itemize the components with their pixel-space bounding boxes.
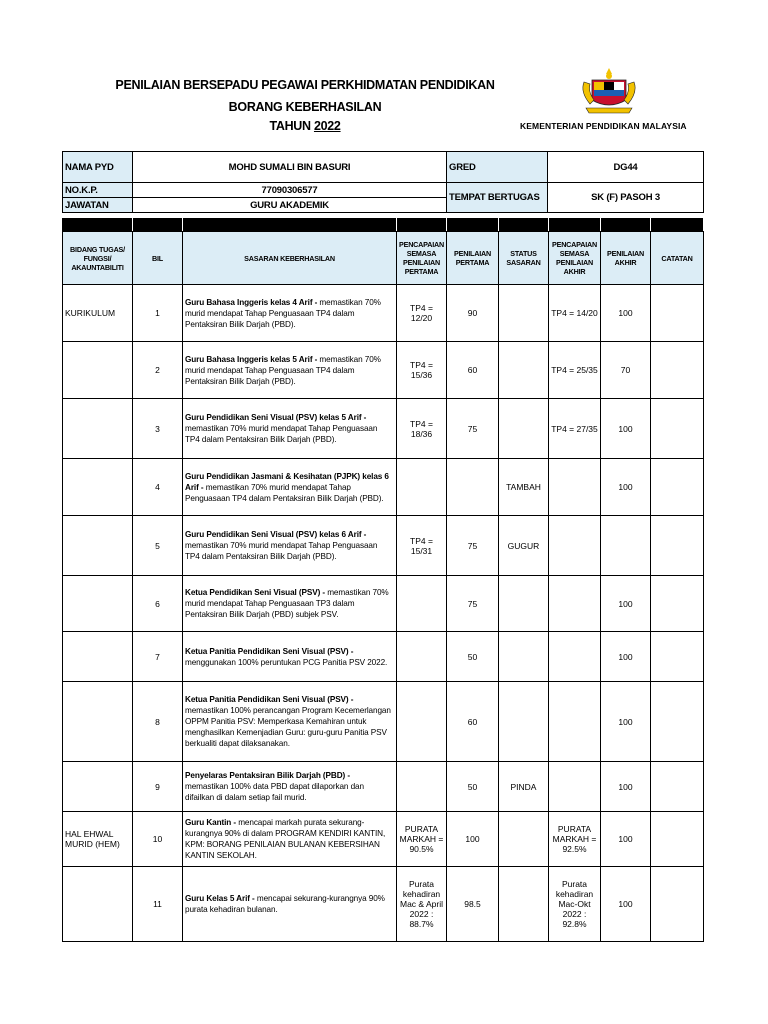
header-pencapaian-akhir: PENCAPAIAN SEMASA PENILAIAN AKHIR [549,232,601,285]
pencapaian-akhir-cell: TP4 = 14/20 [549,285,601,342]
status-cell [499,399,549,459]
catatan-cell [651,762,704,812]
target-text: memastikan 70% murid mendapat Tahap Penguasaan TP4 dalam Pentaksiran Bilik Darjah (PBD). [185,424,378,444]
table-row [63,516,704,576]
penilaian-pertama-cell: 75 [447,399,499,459]
target-cell [183,632,397,682]
targets-table [62,231,704,942]
area-cell [63,516,133,576]
area-cell: KURIKULUM [63,285,133,342]
catatan-cell [651,682,704,762]
header-penilaian-pertama: PENILAIAN PERTAMA [447,232,499,285]
status-cell: PINDA [499,762,549,812]
pencapaian-akhir-cell: TP4 = 27/35 [549,399,601,459]
penilaian-pertama-cell: 100 [447,812,499,867]
tempat-value: SK (F) PASOH 3 [548,183,704,213]
target-text: memastikan 70% murid mendapat Tahap Penguasaan TP4 dalam Pentaksiran Bilik Darjah (PBD). [185,354,381,386]
pencapaian-pertama-cell: TP4 = 15/31 [397,516,447,576]
target-title: Guru Pendidikan Seni Visual (PSV) kelas 5 Arif - [185,413,367,422]
penilaian-akhir-cell: 100 [601,632,651,682]
penilaian-pertama-cell: 75 [447,516,499,576]
penilaian-akhir-cell: 100 [601,682,651,762]
pencapaian-akhir-cell [549,762,601,812]
jawatan-label: JAWATAN [63,198,133,213]
table-header-row [63,232,704,285]
header-pencapaian-pertama: PENCAPAIAN SEMASA PENILAIAN PERTAMA [397,232,447,285]
table-row [63,459,704,516]
bil-cell: 4 [133,459,183,516]
target-cell [183,576,397,632]
pencapaian-akhir-cell: Purata kehadiran Mac-Okt 2022 : 92.8% [549,867,601,942]
status-cell [499,682,549,762]
table-row [63,342,704,399]
tempat-label: TEMPAT BERTUGAS [447,183,548,213]
table-row [63,812,704,867]
section-divider-bar [62,218,703,231]
document-title: PENILAIAN BERSEPADU PEGAWAI PERKHIDMATAN PENDIDIKAN [115,78,495,92]
pencapaian-akhir-cell: TP4 = 25/35 [549,342,601,399]
penilaian-pertama-cell: 50 [447,632,499,682]
nama-value: MOHD SUMALI BIN BASURI [133,152,447,183]
divider-gap [396,218,397,231]
pencapaian-pertama-cell [397,576,447,632]
bil-cell: 5 [133,516,183,576]
year-line [95,119,515,133]
divider-gap [650,218,651,231]
target-title: Guru Bahasa Inggeris kelas 5 Arif - [185,354,318,364]
target-text: memastikan 100% perancangan Program Kecemerlangan OPPM Panitia PSV: Memperkasa Kemahiran untuk menghasilkan Kemenjadian Guru: guru-guru Panitia PSV berkualiti dapat dilaksanakan. [185,706,391,748]
catatan-cell [651,812,704,867]
target-text: mencapai sekurang-kurangnya 90% purata kehadiran bulanan. [185,894,385,914]
target-title: Guru Pendidikan Seni Visual (PSV) kelas 6 Arif - [185,530,367,539]
penilaian-pertama-cell [447,459,499,516]
penilaian-akhir-cell: 100 [601,459,651,516]
ministry-name: KEMENTERIAN PENDIDIKAN MALAYSIA [520,121,687,131]
area-cell [63,632,133,682]
target-title: Guru Kelas 5 Arif - [185,894,255,903]
gred-label: GRED [447,152,548,183]
pencapaian-pertama-cell: TP4 = 12/20 [397,285,447,342]
penilaian-akhir-cell: 100 [601,399,651,459]
pencapaian-pertama-cell [397,459,447,516]
penilaian-akhir-cell: 100 [601,762,651,812]
bil-cell: 6 [133,576,183,632]
bil-cell: 10 [133,812,183,867]
status-cell [499,867,549,942]
penilaian-pertama-cell: 98.5 [447,867,499,942]
target-title: Penyelaras Pentaksiran Bilik Darjah (PBD) - [185,771,350,780]
catatan-cell [651,632,704,682]
catatan-cell [651,399,704,459]
divider-gap [600,218,601,231]
catatan-cell [651,285,704,342]
table-row [63,632,704,682]
bil-cell: 3 [133,399,183,459]
target-title: Ketua Panitia Pendidikan Seni Visual (PSV) - [185,695,354,704]
document-header [0,0,768,150]
penilaian-akhir-cell [601,516,651,576]
target-title: Guru Pendidikan Jasmani & Kesihatan (PJPK) kelas 6 Arif - [185,471,389,492]
bil-cell: 8 [133,682,183,762]
area-cell: HAL EHWAL MURID (HEM) [63,812,133,867]
pencapaian-pertama-cell: PURATA MARKAH = 90.5% [397,812,447,867]
pencapaian-akhir-cell [549,459,601,516]
target-text: memastikan 100% data PBD dapat dilaporkan dan difailkan di dalam setiap fail murid. [185,782,364,802]
penilaian-akhir-cell: 100 [601,576,651,632]
target-text: memastikan 70% murid mendapat Tahap Penguasaan TP4 dalam Pentaksiran Bilik Darjah (PBD). [185,541,378,561]
status-cell [499,812,549,867]
pencapaian-pertama-cell [397,682,447,762]
penilaian-pertama-cell: 50 [447,762,499,812]
pencapaian-pertama-cell: TP4 = 15/36 [397,342,447,399]
target-text: memastikan 70% murid mendapat Tahap Penguasaan TP4 dalam Pentaksiran Bilik Darjah (PBD). [185,482,384,503]
penilaian-akhir-cell: 100 [601,867,651,942]
area-cell [63,459,133,516]
divider-gap [132,218,133,231]
penilaian-pertama-cell: 90 [447,285,499,342]
header-area: BIDANG TUGAS/ FUNGSI/ AKAUNTABILITI [63,232,133,285]
status-cell [499,632,549,682]
area-cell [63,762,133,812]
status-cell: GUGUR [499,516,549,576]
header-penilaian-akhir: PENILAIAN AKHIR [601,232,651,285]
target-title: Ketua Panitia Pendidikan Seni Visual (PSV) - [185,646,354,656]
status-cell [499,342,549,399]
year-label: TAHUN [269,119,311,133]
target-title: Guru Bahasa Inggeris kelas 4 Arif - [185,297,318,307]
status-cell: TAMBAH [499,459,549,516]
pencapaian-akhir-cell [549,576,601,632]
pencapaian-pertama-cell: Purata kehadiran Mac & April 2022 : 88.7% [397,867,447,942]
area-cell [63,576,133,632]
target-title: Ketua Pendidikan Seni Visual (PSV) - [185,588,326,597]
pencapaian-akhir-cell: PURATA MARKAH = 92.5% [549,812,601,867]
header-target: SASARAN KEBERHASILAN [183,232,397,285]
status-cell [499,576,549,632]
nokp-value: 77090306577 [133,183,447,198]
header-status: STATUS SASARAN [499,232,549,285]
pencapaian-akhir-cell [549,516,601,576]
header-bil: BIL [133,232,183,285]
penilaian-akhir-cell: 70 [601,342,651,399]
target-cell [183,762,397,812]
table-row [63,867,704,942]
divider-gap [498,218,499,231]
pencapaian-pertama-cell [397,632,447,682]
table-row [63,285,704,342]
catatan-cell [651,459,704,516]
catatan-cell [651,516,704,576]
nama-label: NAMA PYD [63,152,133,183]
table-row [63,399,704,459]
bil-cell: 2 [133,342,183,399]
target-cell [183,867,397,942]
area-cell [63,682,133,762]
year-value: 2022 [313,119,341,133]
divider-gap [548,218,549,231]
pencapaian-pertama-cell [397,762,447,812]
table-row [63,682,704,762]
area-cell [63,399,133,459]
target-cell [183,812,397,867]
status-cell [499,285,549,342]
target-text: memastikan 70% murid mendapat Tahap Penguasaan TP4 dalam Pentaksiran Bilik Darjah (PBD). [185,297,381,329]
target-cell [183,399,397,459]
divider-gap [182,218,183,231]
pencapaian-akhir-cell [549,682,601,762]
table-row [63,576,704,632]
bil-cell: 1 [133,285,183,342]
jawatan-value: GURU AKADEMIK [133,198,447,213]
bil-cell: 7 [133,632,183,682]
header-catatan: CATATAN [651,232,704,285]
coat-of-arms-logo [574,66,644,116]
nokp-label: NO.K.P. [63,183,133,198]
target-cell [183,516,397,576]
table-row [63,762,704,812]
bil-cell: 11 [133,867,183,942]
target-cell [183,682,397,762]
pencapaian-akhir-cell [549,632,601,682]
form-title: BORANG KEBERHASILAN [228,100,382,114]
penilaian-pertama-cell: 60 [447,682,499,762]
bil-cell: 9 [133,762,183,812]
target-cell [183,459,397,516]
target-cell [183,285,397,342]
penilaian-pertama-cell: 60 [447,342,499,399]
target-title: Guru Kantin - [185,818,237,827]
divider-gap [446,218,447,231]
catatan-cell [651,342,704,399]
penilaian-pertama-cell: 75 [447,576,499,632]
target-text: memastikan 70% murid mendapat Tahap Penguasaan TP3 dalam Pentaksiran Bilik Darjah (PBD) subjek PSV. [185,588,389,619]
pencapaian-pertama-cell: TP4 = 18/36 [397,399,447,459]
area-cell [63,867,133,942]
penilaian-akhir-cell: 100 [601,812,651,867]
officer-info-table [62,151,704,213]
penilaian-akhir-cell: 100 [601,285,651,342]
gred-value: DG44 [548,152,704,183]
catatan-cell [651,576,704,632]
target-cell [183,342,397,399]
target-text: mencapai markah purata sekurang-kurangnya 90% di dalam PROGRAM KENDIRI KANTIN, KPM: BORANG PENILAIAN BULANAN KEBERSIHAN KANTIN SEKOLAH. [185,818,386,860]
catatan-cell [651,867,704,942]
target-text: menggunakan 100% peruntukan PCG Panitia PSV 2022. [185,657,388,667]
area-cell [63,342,133,399]
